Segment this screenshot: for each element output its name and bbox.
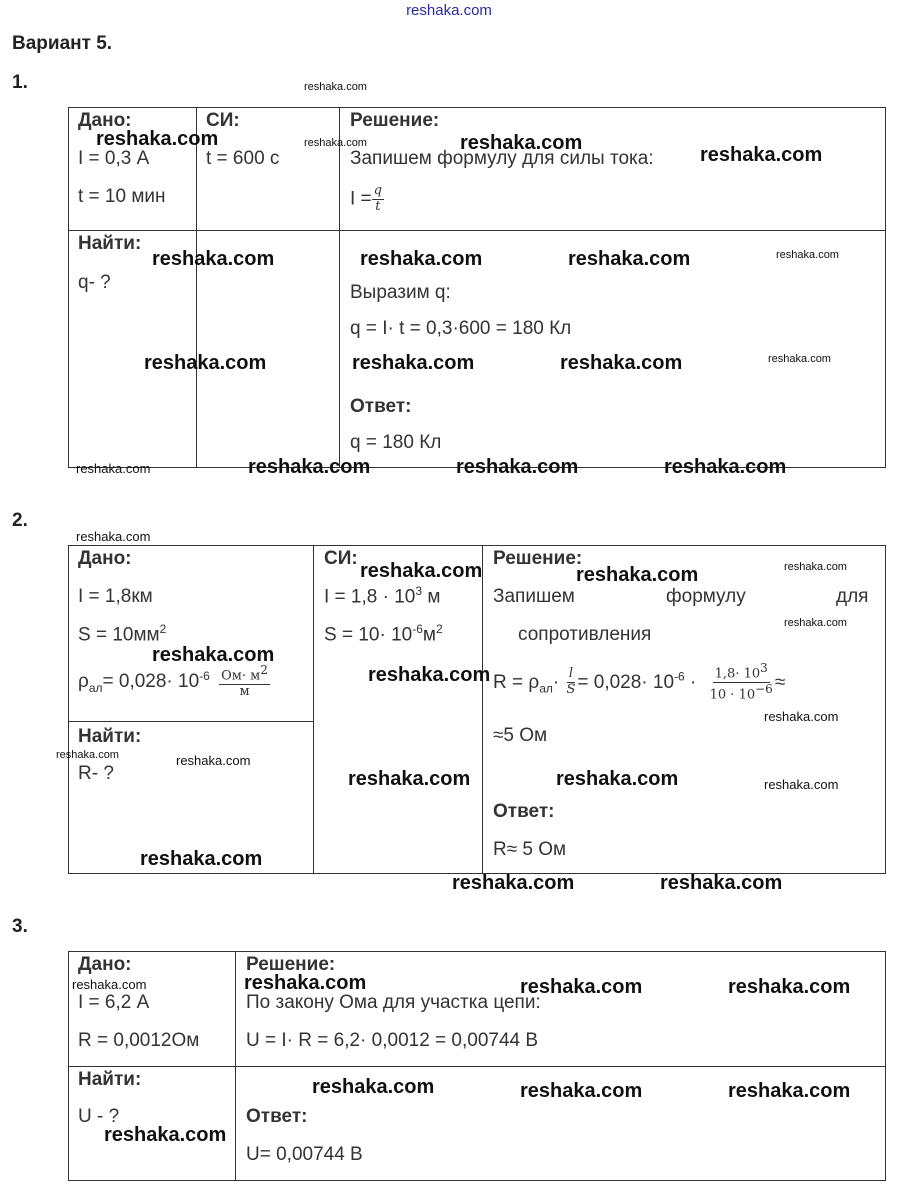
watermark: reshaka.com bbox=[360, 248, 483, 270]
watermark: reshaka.com bbox=[764, 777, 839, 792]
watermark: reshaka.com bbox=[520, 1080, 643, 1102]
problem-3-given-current: I = 6,2 А bbox=[78, 992, 150, 1013]
watermark: reshaka.com bbox=[764, 709, 839, 724]
watermark: reshaka.com bbox=[104, 1124, 227, 1146]
problem-2-given-area: $S = 10мм^2$ bbox=[78, 622, 167, 646]
problem-1-solution-line-1: Запишем формулу для силы тока: bbox=[350, 148, 654, 169]
watermark: reshaka.com bbox=[784, 561, 847, 573]
watermark: reshaka.com bbox=[176, 753, 251, 768]
watermark: reshaka.com bbox=[96, 128, 219, 150]
numeric-fraction: $\frac{1,8\cdot 10^3}{10 \cdot 10^{-6}}$ bbox=[709, 661, 773, 703]
problem-1-number: 1. bbox=[12, 72, 28, 93]
watermark: reshaka.com bbox=[348, 768, 471, 790]
watermark: reshaka.com bbox=[144, 352, 267, 374]
problem-2-solution-word-2: формулу bbox=[666, 586, 746, 607]
watermark: reshaka.com bbox=[776, 249, 839, 261]
problem-2-si-area: $S = 10\cdot 10^{-6}м^2$ bbox=[324, 622, 443, 646]
watermark: reshaka.com bbox=[784, 617, 847, 629]
watermark: reshaka.com bbox=[304, 137, 367, 149]
problem-2-solution-header: Решение: bbox=[493, 548, 583, 569]
problem-1-given-time: t = 10 мин bbox=[78, 186, 166, 207]
problem-2-solution-word-3: для bbox=[836, 586, 869, 607]
problem-2-given-length: I = 1,8км bbox=[78, 586, 153, 607]
watermark: reshaka.com bbox=[452, 872, 575, 894]
length-area-fraction: $\frac{l}{S}$ bbox=[566, 666, 576, 698]
watermark: reshaka.com bbox=[76, 529, 151, 544]
watermark: reshaka.com bbox=[360, 560, 483, 582]
problem-2-find-header: Найти: bbox=[78, 726, 142, 747]
problem-1-formula bbox=[350, 184, 384, 215]
watermark: reshaka.com bbox=[728, 976, 851, 998]
watermark: reshaka.com bbox=[768, 353, 831, 365]
fraction: $\frac{q}{t}$ bbox=[373, 183, 382, 214]
watermark: reshaka.com bbox=[248, 456, 371, 478]
watermark: reshaka.com bbox=[660, 872, 783, 894]
problem-2-given-header: Дано: bbox=[78, 548, 132, 569]
watermark: reshaka.com bbox=[244, 972, 367, 994]
problem-3-given-header: Дано: bbox=[78, 954, 132, 975]
watermark-top[interactable]: reshaka.com bbox=[406, 2, 492, 19]
watermark: reshaka.com bbox=[352, 352, 475, 374]
watermark: reshaka.com bbox=[304, 81, 367, 93]
problem-2-solution-word-4: сопротивления bbox=[518, 624, 652, 645]
problem-3-solution-header: Решение: bbox=[246, 954, 336, 975]
watermark: reshaka.com bbox=[456, 456, 579, 478]
problem-3-given-resistance: R = 0,0012Ом bbox=[78, 1030, 200, 1051]
problem-2-find-value: R- ? bbox=[78, 763, 114, 784]
problem-2-given-resistivity: $\rho_{ал}= 0,028\cdot 10^{-6}$ $\frac{Ом\cdot м^2}{м}$ bbox=[78, 663, 268, 700]
problem-3-find-header: Найти: bbox=[78, 1069, 142, 1090]
watermark: reshaka.com bbox=[312, 1076, 435, 1098]
problem-3-number: 3. bbox=[12, 916, 28, 937]
watermark: reshaka.com bbox=[152, 248, 275, 270]
watermark: reshaka.com bbox=[152, 644, 275, 666]
problem-2-si-header: СИ: bbox=[324, 548, 358, 569]
problem-1-find-value: q- ? bbox=[78, 272, 111, 293]
problem-1-find-header: Найти: bbox=[78, 233, 142, 254]
watermark: reshaka.com bbox=[568, 248, 691, 270]
problem-3-answer: U= 0,00744 В bbox=[246, 1144, 363, 1165]
problem-2-answer-header: Ответ: bbox=[493, 801, 555, 822]
problem-3-answer-header: Ответ: bbox=[246, 1106, 308, 1127]
problem-2-si-length: $I = 1,8 \cdot 10^3$ м bbox=[324, 584, 441, 608]
problem-1-solution-header: Решение: bbox=[350, 110, 440, 131]
watermark: reshaka.com bbox=[76, 461, 151, 476]
problem-3-solution-line-2: U = I· R = 6,2· 0,0012 = 0,00744 В bbox=[246, 1030, 539, 1051]
problem-1-answer-header: Ответ: bbox=[350, 396, 412, 417]
watermark: reshaka.com bbox=[576, 564, 699, 586]
watermark: reshaka.com bbox=[72, 977, 147, 992]
formula-lhs: I = bbox=[350, 188, 372, 210]
problem-2-resistance-formula: $R = \rho_{ал}\cdot$ $\frac{l}{S}$ = $0,028\cdot 10^{-6}$ · $\frac{1,8\cdot 10^3}{10 \cdot 10^{-6}}$ ≈ bbox=[493, 661, 786, 703]
watermark: reshaka.com bbox=[556, 768, 679, 790]
watermark: reshaka.com bbox=[368, 664, 491, 686]
watermark: reshaka.com bbox=[520, 976, 643, 998]
page-title: Вариант 5. bbox=[12, 33, 113, 54]
watermark: reshaka.com bbox=[700, 144, 823, 166]
problem-1-solution-line-2: Выразим q: bbox=[350, 282, 451, 303]
watermark: reshaka.com bbox=[140, 848, 263, 870]
resistivity-unit-fraction: $\frac{Ом\cdot м^2}{м}$ bbox=[221, 663, 268, 700]
watermark: reshaka.com bbox=[56, 749, 119, 761]
watermark: reshaka.com bbox=[664, 456, 787, 478]
problem-1-answer: q = 180 Кл bbox=[350, 432, 442, 453]
problem-1-si-header: СИ: bbox=[206, 110, 240, 131]
watermark: reshaka.com bbox=[460, 132, 583, 154]
problem-1-given-current: I = 0,3 А bbox=[78, 148, 150, 169]
watermark: reshaka.com bbox=[728, 1080, 851, 1102]
watermark: reshaka.com bbox=[560, 352, 683, 374]
problem-1-solution-line-3: q = I· t = 0,3·600 = 180 Кл bbox=[350, 318, 572, 339]
problem-1-si-time: t = 600 с bbox=[206, 148, 280, 169]
problem-2-solution-word-1: Запишем bbox=[493, 586, 575, 607]
problem-2-solution-result: ≈5 Ом bbox=[493, 725, 548, 746]
problem-1-given-header: Дано: bbox=[78, 110, 132, 131]
problem-3-find-value: U - ? bbox=[78, 1106, 120, 1127]
problem-3-solution-line-1: По закону Ома для участка цепи: bbox=[246, 992, 541, 1013]
problem-2-answer: R≈ 5 Ом bbox=[493, 839, 567, 860]
problem-2-number: 2. bbox=[12, 510, 28, 531]
